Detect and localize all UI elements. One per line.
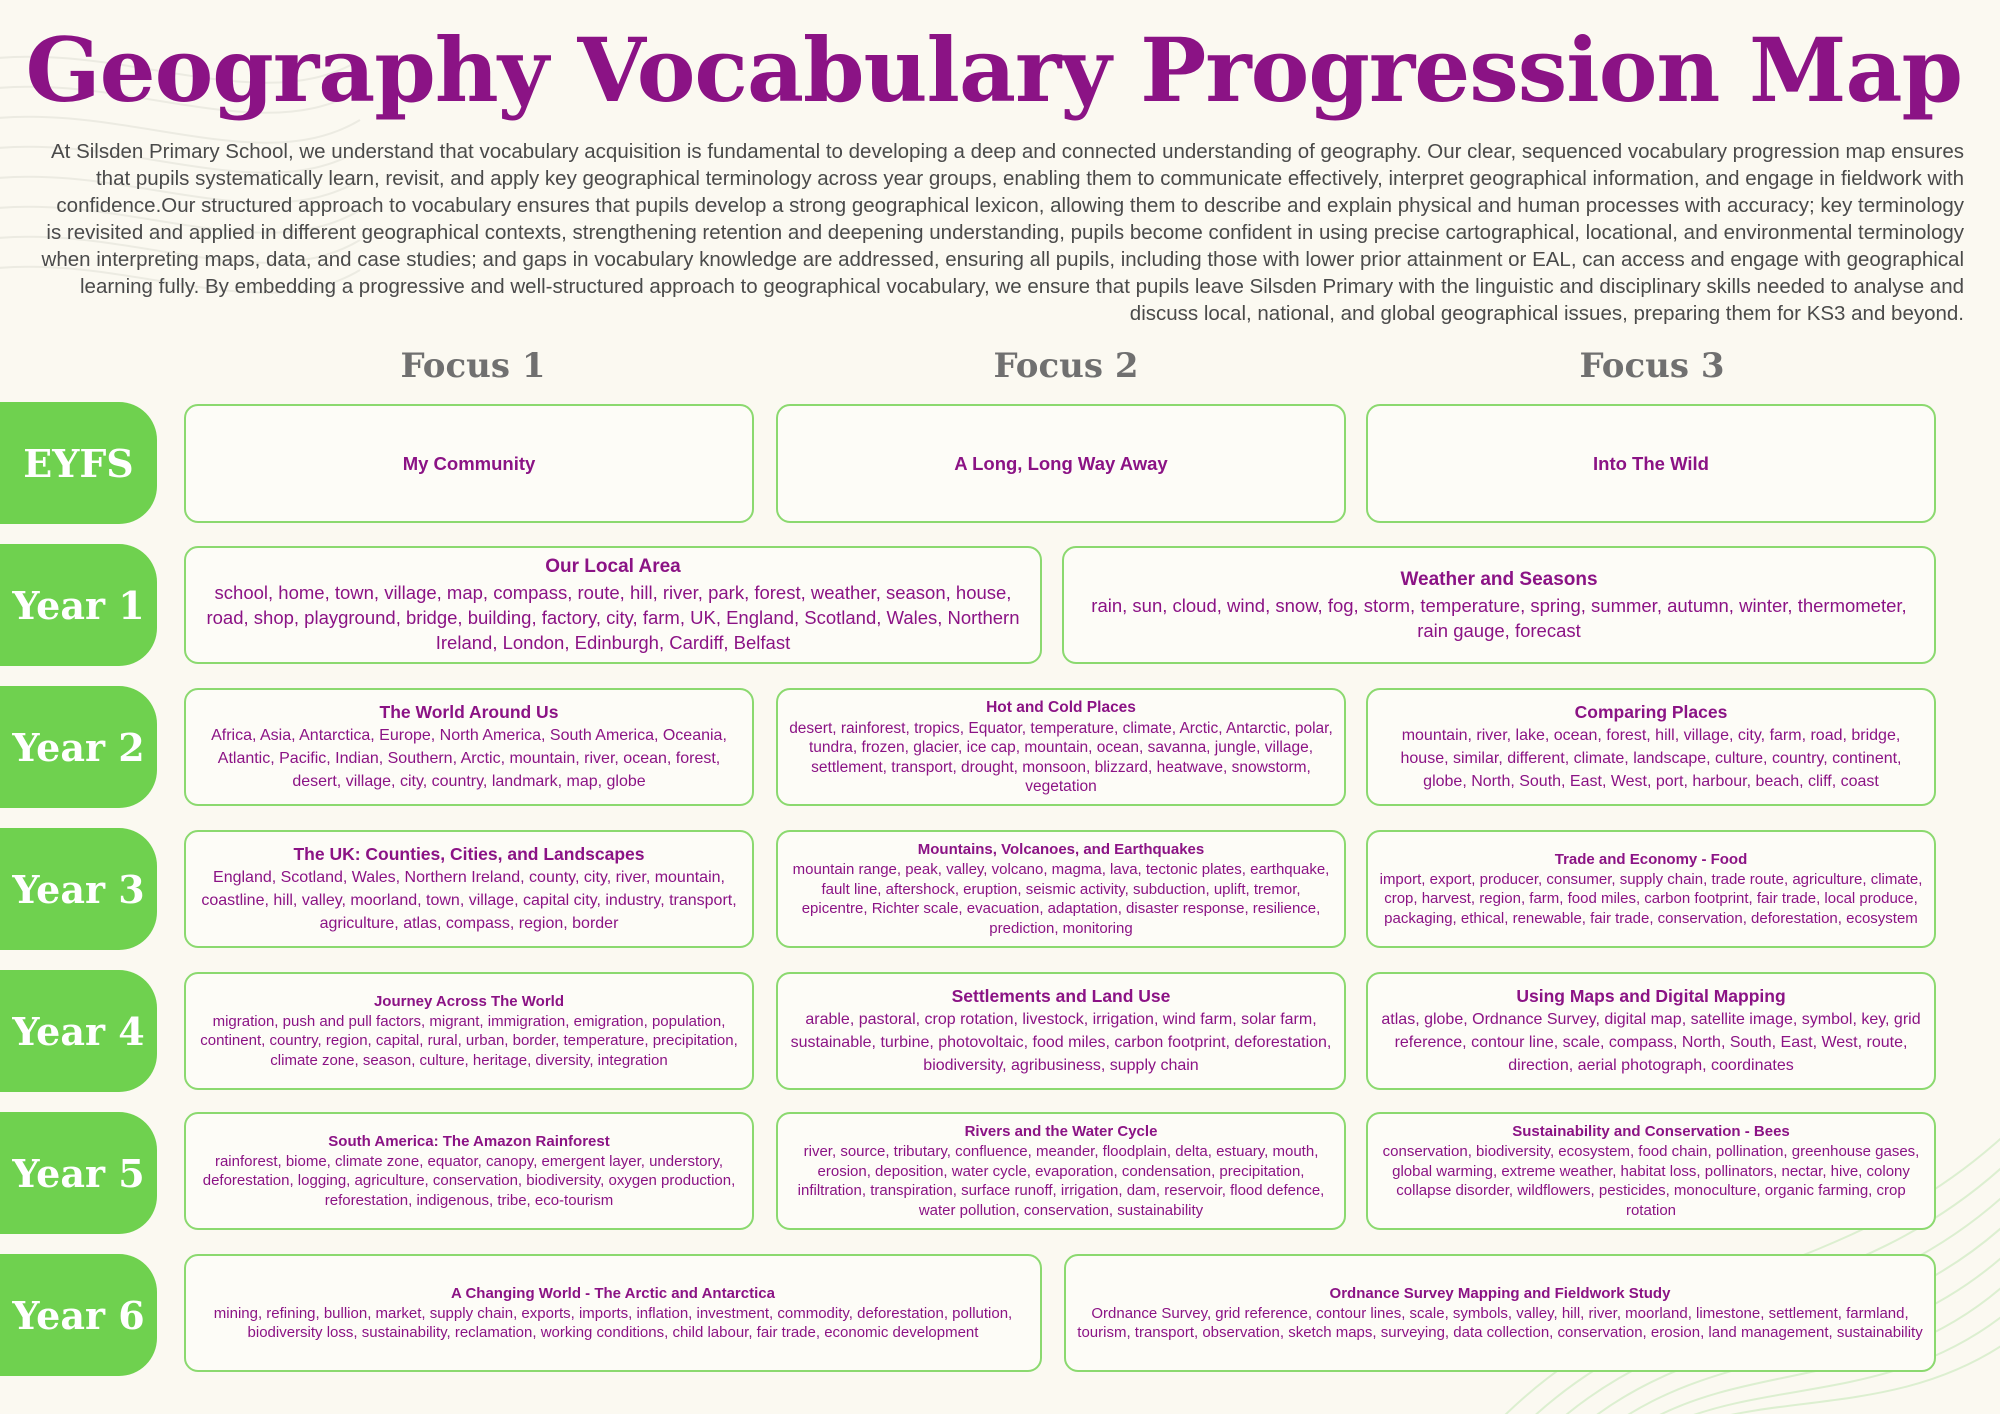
year-tab-year-5: Year 5 — [0, 1112, 157, 1234]
topic-vocabulary: migration, push and pull factors, migrant, immigration, emigration, population, continent, country, region, capital, rural, urban, border, temperature, precipitation, climate zone, season, culture, heritage, diversity, integration — [200, 1012, 738, 1069]
topic-title: Into The Wild — [1593, 452, 1709, 474]
topic-vocabulary: Africa, Asia, Antarctica, Europe, North America, South America, Oceania, Atlantic, Pacific, Indian, Southern, Arctic, mountain, river, ocean, forest, desert, village, city, country, landmark, map, globe — [211, 727, 727, 790]
topic-vocabulary: school, home, town, village, map, compass, route, hill, river, park, forest, weather, season, house, road, shop, playground, bridge, building, factory, city, farm, UK, England, Scotland, Wales, Northern Ireland, London, Edinburgh, Cardiff, Belfast — [206, 582, 1020, 653]
topic-box-year-6-focus-2 — [1064, 1254, 1936, 1372]
topic-vocabulary: arable, pastoral, crop rotation, livestock, irrigation, wind farm, solar farm, sustainable, turbine, photovoltaic, food miles, carbon footprint, deforestation, biodiversity, agribusiness, supply chain — [790, 1011, 1332, 1074]
topic-box-year-3-focus-2 — [776, 830, 1346, 948]
topic-title: Ordnance Survey Mapping and Fieldwork Study — [1329, 1284, 1671, 1302]
topic-title: South America: The Amazon Rainforest — [328, 1132, 610, 1150]
topic-vocabulary: rainforest, biome, climate zone, equator, canopy, emergent layer, understory, deforestation, logging, agriculture, conservation, biodiversity, oxygen production, reforestation, indigenous, tribe, eco-tourism — [202, 1152, 736, 1209]
year-tab-eyfs: EYFS — [0, 402, 157, 524]
topic-title: Settlements and Land Use — [951, 986, 1171, 1006]
topic-box-year-3-focus-1 — [184, 830, 754, 948]
topic-box-year-3-focus-3 — [1366, 830, 1936, 948]
page-title: Geography Vocabulary Progression Map — [25, 18, 1962, 122]
topic-title: The World Around Us — [379, 702, 559, 722]
topic-box-eyfs-focus-3 — [1366, 404, 1936, 523]
topic-title: Our Local Area — [545, 556, 681, 577]
topic-box-year-4-focus-2 — [776, 972, 1346, 1090]
topic-vocabulary: import, export, producer, consumer, supply chain, trade route, agriculture, climate, crop, harvest, region, farm, food miles, carbon footprint, fair trade, local produce, packaging, ethical, renewable, fair trade, conservation, deforestation, ecosystem — [1379, 870, 1923, 927]
year-tab-year-1: Year 1 — [0, 544, 157, 666]
topic-box-year-4-focus-1 — [184, 972, 754, 1090]
topic-box-eyfs-focus-2 — [776, 404, 1346, 523]
topic-title: Weather and Seasons — [1400, 568, 1598, 590]
topic-title: My Community — [402, 452, 536, 474]
year-tab-year-2: Year 2 — [0, 686, 157, 808]
topic-box-year-6-focus-1 — [184, 1254, 1042, 1372]
topic-vocabulary: mountain, river, lake, ocean, forest, hill, village, city, farm, road, bridge, house, similar, different, climate, landscape, culture, country, continent, globe, North, South, East, West, port, harbour, beach, cliff, coast — [1400, 727, 1902, 790]
topic-title: A Changing World - The Arctic and Antarctica — [451, 1284, 775, 1302]
topic-title: Using Maps and Digital Mapping — [1516, 986, 1786, 1006]
topic-title: Rivers and the Water Cycle — [964, 1123, 1158, 1140]
topic-title: Journey Across The World — [373, 992, 565, 1010]
year-tab-year-4: Year 4 — [0, 970, 157, 1092]
topic-box-year-2-focus-1 — [184, 688, 754, 806]
focus-1-header: Focus 1 — [400, 346, 546, 386]
topic-box-year-1-focus-1 — [184, 546, 1042, 664]
focus-2-header: Focus 2 — [993, 346, 1139, 386]
topic-box-year-5-focus-2 — [776, 1112, 1346, 1230]
topic-title: The UK: Counties, Cities, and Landscapes — [293, 844, 645, 864]
year-tab-year-6: Year 6 — [0, 1254, 157, 1376]
topic-vocabulary: atlas, globe, Ordnance Survey, digital map, satellite image, symbol, key, grid reference, contour line, scale, compass, North, South, East, West, route, direction, aerial photograph, coordinates — [1381, 1011, 1921, 1074]
focus-3-header: Focus 3 — [1579, 346, 1725, 386]
topic-box-year-1-focus-2 — [1062, 546, 1936, 664]
topic-title: A Long, Long Way Away — [954, 452, 1168, 474]
topic-title: Hot and Cold Places — [986, 698, 1136, 716]
topic-vocabulary: England, Scotland, Wales, Northern Ireland, county, city, river, mountain, coastline, hill, valley, moorland, town, village, capital city, industry, transport, agriculture, atlas, compass, region, border — [201, 869, 737, 932]
year-tab-year-3: Year 3 — [0, 828, 157, 950]
topic-title: Trade and Economy - Food — [1554, 850, 1748, 868]
topic-vocabulary: mountain range, peak, valley, volcano, magma, lava, tectonic plates, earthquake, fault line, aftershock, eruption, seismic activity, subduction, uplift, tremor, epicentre, Richter scale, evacuation, adaptation, disaster response, resilience, prediction, monitoring — [792, 861, 1330, 937]
topic-vocabulary: Ordnance Survey, grid reference, contour lines, scale, symbols, valley, hill, river, moorland, limestone, settlement, farmland, tourism, transport, observation, sketch maps, surveying, data collection, conservation, erosion, land management, sustainability — [1077, 1304, 1923, 1341]
topic-box-year-2-focus-2 — [776, 688, 1346, 806]
topic-title: Mountains, Volcanoes, and Earthquakes — [917, 841, 1205, 858]
intro-paragraph: At Silsden Primary School, we understand that vocabulary acquisition is fundamental to developing a deep and connected understanding of geography. Our clear, sequenced vocabulary progression map ensures that pupils systematically learn, revisit, and apply key geographical terminology across year groups, enabling them to communicate effectively, interpret geographical information, and engage in fieldwork with confidence.Our structured approach to vocabulary ensures that pupils develop a strong geographical lexicon, allowing them to describe and explain physical and human processes with accuracy; key terminology is revisited and applied in different geographical contexts, strengthening retention and deepening understanding, pupils become confident in using precise cartographical, locational, and environmental terminology when interpreting maps, data, and case studies; and gaps in vocabulary knowledge are addressed, ensuring all pupils, including those with lower prior attainment or EAL, can access and engage with geographical learning fully. By embedding a progressive and well-structured approach to geographical vocabulary, we ensure that pupils leave Silsden Primary with the linguistic and disciplinary skills needed to analyse and discuss local, national, and global geographical issues, preparing them for KS3 and beyond. — [41, 140, 1964, 325]
topic-title: Sustainability and Conservation - Bees — [1512, 1123, 1790, 1140]
topic-vocabulary: desert, rainforest, tropics, Equator, temperature, climate, Arctic, Antarctic, polar, tundra, frozen, glacier, ice cap, mountain, ocean, savanna, jungle, village, settlement, transport, drought, monsoon, blizzard, heatwave, snowstorm, vegetation — [789, 719, 1333, 795]
topic-title: Comparing Places — [1574, 702, 1728, 722]
topic-box-year-4-focus-3 — [1366, 972, 1936, 1090]
topic-vocabulary: rain, sun, cloud, wind, snow, fog, storm, temperature, spring, summer, autumn, winter, thermometer, rain gauge, forecast — [1091, 594, 1907, 641]
topic-vocabulary: mining, refining, bullion, market, supply chain, exports, imports, inflation, investment, commodity, deforestation, pollution, biodiversity loss, sustainability, reclamation, working conditions, child labour, fair trade, economic development — [213, 1304, 1013, 1341]
topic-box-year-5-focus-3 — [1366, 1112, 1936, 1230]
topic-box-eyfs-focus-1 — [184, 404, 754, 523]
topic-box-year-5-focus-1 — [184, 1112, 754, 1230]
topic-vocabulary: conservation, biodiversity, ecosystem, food chain, pollination, greenhouse gases, global warming, extreme weather, habitat loss, pollinators, nectar, hive, colony collapse disorder, wildflowers, pesticides, monoculture, organic farming, crop rotation — [1382, 1143, 1920, 1219]
topic-box-year-2-focus-3 — [1366, 688, 1936, 806]
topic-vocabulary: river, source, tributary, confluence, meander, floodplain, delta, estuary, mouth, erosion, deposition, water cycle, evaporation, condensation, precipitation, infiltration, transpiration, surface runoff, irrigation, dam, reservoir, flood defence, water pollution, conservation, sustainability — [797, 1143, 1325, 1219]
